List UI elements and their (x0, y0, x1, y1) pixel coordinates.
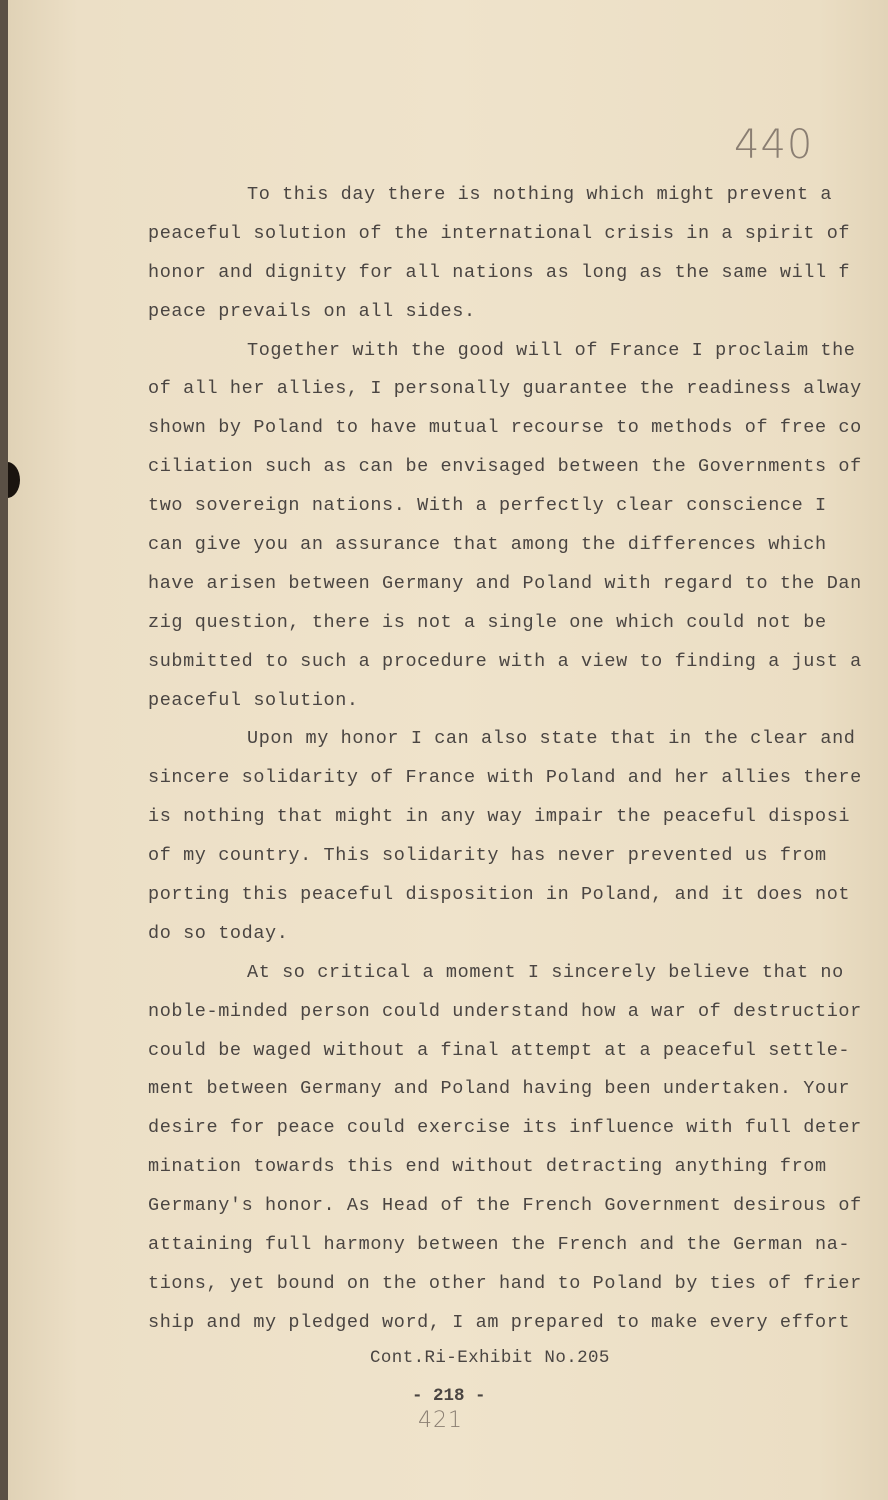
text-line: tions, yet bound on the other hand to Poland by ties of frier (148, 1272, 862, 1294)
text-line: Germany's honor. As Head of the French Government desirous of (148, 1195, 862, 1217)
text-line: do so today. (148, 922, 289, 944)
text-line: At so critical a moment I sincerely believe that no (247, 961, 844, 983)
text-line: of my country. This solidarity has never prevented us from (148, 845, 827, 867)
text-line: porting this peaceful disposition in Poland, and it does not (148, 884, 851, 906)
binding-hole (8, 462, 20, 498)
text-line: submitted to such a procedure with a view to finding a just a (148, 650, 862, 672)
text-line: could be waged without a final attempt at a peaceful settle- (148, 1039, 851, 1061)
exhibit-caption: Cont.Ri-Exhibit No.205 (370, 1348, 610, 1368)
text-line: noble-minded person could understand how a war of destructior (148, 1000, 862, 1022)
text-line: To this day there is nothing which might prevent a (247, 184, 833, 205)
text-line: ship and my pledged word, I am prepared to make every effort (148, 1311, 851, 1333)
text-line: honor and dignity for all nations as long as the same will f (148, 261, 851, 283)
text-line: shown by Poland to have mutual recourse to methods of free co (148, 417, 862, 439)
text-line: desire for peace could exercise its influence with full deter (148, 1117, 862, 1139)
document-page (8, 0, 888, 1500)
handwritten-page-number-top: 440 (734, 122, 814, 168)
text-line: peaceful solution. (148, 689, 359, 711)
text-line: attaining full harmony between the French and the German na- (148, 1234, 851, 1256)
text-line: mination towards this end without detracting anything from (148, 1156, 827, 1178)
handwritten-page-number-bottom: 421 (418, 1408, 463, 1433)
text-line: have arisen between Germany and Poland with regard to the Dan (148, 572, 862, 594)
page-number: - 218 - (412, 1386, 486, 1406)
text-line: of all her allies, I personally guarantee the readiness alway (148, 378, 862, 400)
text-line: peace prevails on all sides. (148, 300, 476, 322)
text-line: peaceful solution of the international crisis in a spirit of (148, 222, 851, 244)
text-line: Together with the good will of France I proclaim the (247, 339, 856, 361)
text-line: is nothing that might in any way impair the peaceful disposi (148, 806, 851, 828)
text-line: ment between Germany and Poland having been undertaken. Your (148, 1078, 851, 1100)
text-line: zig question, there is not a single one which could not be (148, 611, 827, 633)
text-line: sincere solidarity of France with Poland and her allies there (148, 767, 862, 789)
text-line: can give you an assurance that among the differences which (148, 534, 827, 556)
text-line: Upon my honor I can also state that in the clear and (247, 728, 856, 750)
body-text (148, 176, 868, 1343)
text-line: ciliation such as can be envisaged between the Governments of (148, 456, 862, 478)
text-line: two sovereign nations. With a perfectly clear conscience I (148, 495, 827, 517)
